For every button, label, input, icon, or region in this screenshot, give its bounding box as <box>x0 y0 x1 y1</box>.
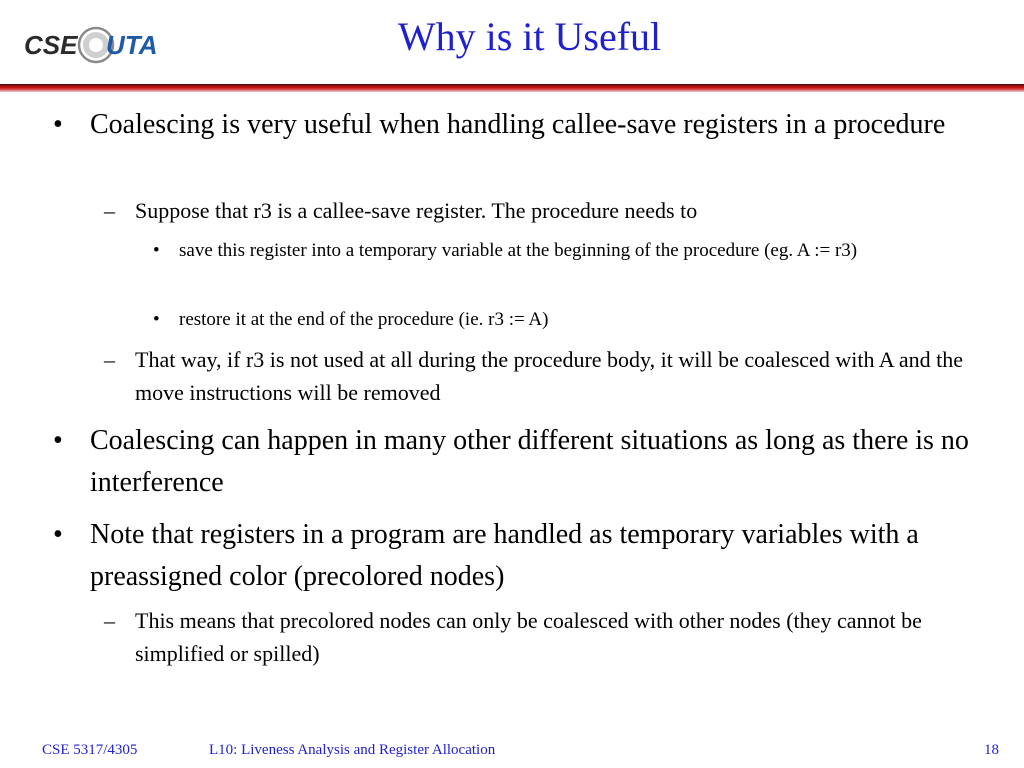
bullet-marker: • <box>53 425 63 456</box>
bullet-marker: • <box>153 309 160 330</box>
bullet-marker: • <box>153 240 160 261</box>
logo-cse-text: CSE <box>24 30 78 60</box>
sub-bullet-text: Suppose that r3 is a callee-save register. The procedure needs to <box>135 198 698 223</box>
sub-sub-bullet-text: restore it at the end of the procedure (ie. r3 := A) <box>179 309 549 330</box>
bullet-text: Coalescing can happen in many other different situations as long as there is no interference <box>90 425 969 498</box>
bullet-marker: • <box>53 519 63 550</box>
bullet-marker: • <box>53 109 63 140</box>
dash-marker: – <box>104 347 115 372</box>
footer-course: CSE 5317/4305 <box>42 742 138 758</box>
bullet-text: Note that registers in a program are handled as temporary variables with a preassigned color (precolored nodes) <box>90 519 919 592</box>
dash-marker: – <box>104 608 115 633</box>
bullet-item-1 <box>53 104 1002 146</box>
sub-bullet-item-2 <box>104 343 988 409</box>
sub-bullet-text: That way, if r3 is not used at all during the procedure body, it will be coalesced with A and the move instructions will be removed <box>135 347 964 405</box>
sub-sub-bullet-item-2 <box>155 305 995 335</box>
dash-marker: – <box>104 198 115 223</box>
footer-lecture-title: L10: Liveness Analysis and Register Allocation <box>209 742 496 758</box>
bullet-text: Coalescing is very useful when handling callee-save registers in a procedure <box>90 109 946 140</box>
sub-bullet-text: This means that precolored nodes can only be coalesced with other nodes (they cannot be simplified or spilled) <box>135 608 922 666</box>
logo-uta-text: UTA <box>106 30 158 60</box>
footer-page-number: 18 <box>984 742 999 758</box>
sub-bullet-item-1 <box>104 194 988 227</box>
title-divider <box>0 84 1024 92</box>
sub-sub-bullet-text: save this register into a temporary variable at the beginning of the procedure (eg. A := r3) <box>179 240 858 261</box>
bullet-item-3 <box>53 514 1002 598</box>
slide-title: Why is it Useful <box>397 14 662 59</box>
sub-sub-bullet-item-1 <box>155 236 995 266</box>
bullet-item-2 <box>53 420 1002 504</box>
sub-bullet-item-3 <box>104 604 988 670</box>
